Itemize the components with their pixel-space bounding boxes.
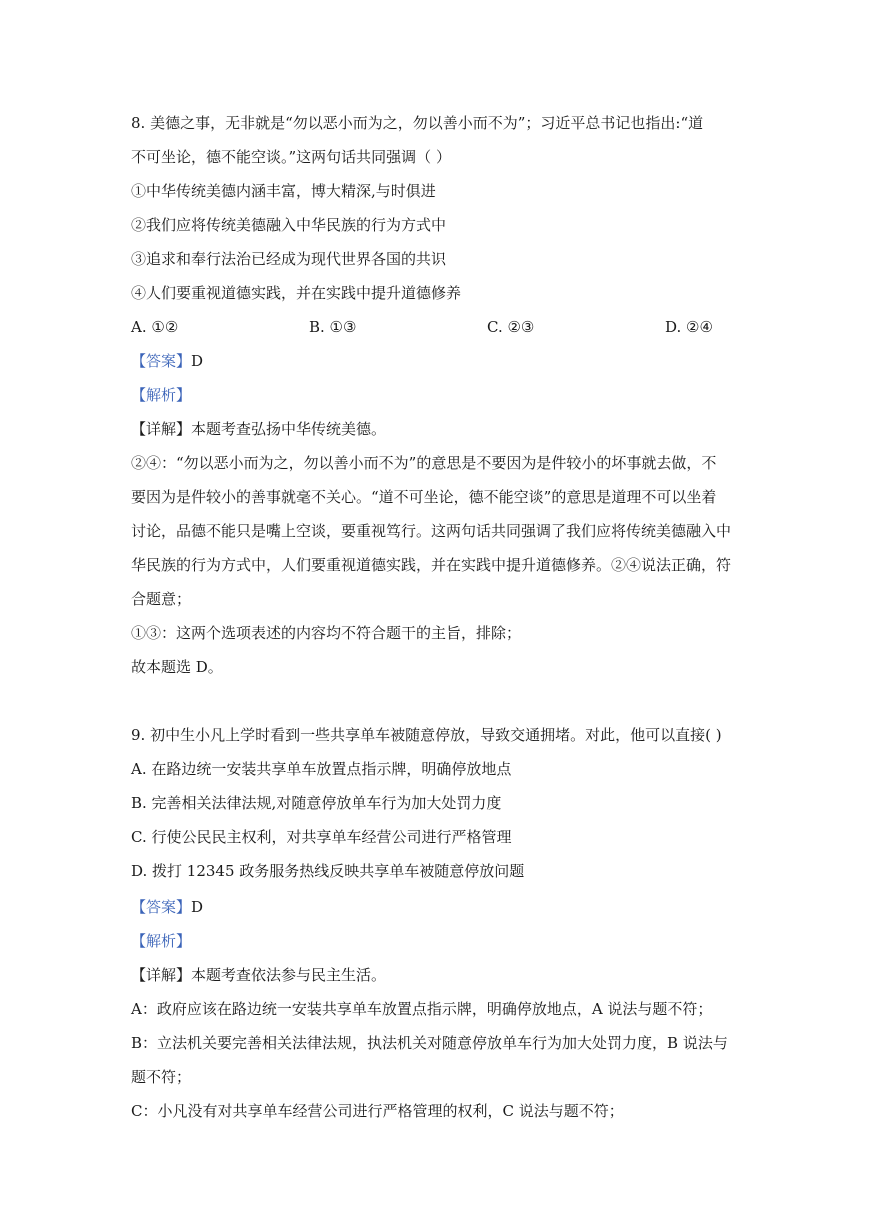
q8-explanation-1: ②④：“勿以恶小而为之，勿以善小而不为”的意思是不要因为是件较小的坏事就去做，不 [131,454,717,472]
q9-answer-tag: 【答案】 [131,898,192,916]
q8-statement-3: ③追求和奉行法治已经成为现代世界各国的共识 [131,250,447,268]
q8-analysis-tag: 【解析】 [131,386,192,404]
q8-option-a: A. ①② [131,318,179,336]
q9-explanation-3: 题不符； [131,1068,192,1086]
q8-explanation-2: 要因为是件较小的善事就毫不关心。“道不可坐论，德不能空谈”的意思是道理不可以坐着 [131,488,717,506]
q8-statement-1: ①中华传统美德内涵丰富，博大精深,与时俱进 [131,182,436,200]
q9-explanation-1: A：政府应该在路边统一安装共享单车放置点指示牌，明确停放地点，A 说法与题不符； [131,1000,713,1018]
q8-explanation-6: ①③：这两个选项表述的内容均不符合题干的主旨，排除； [131,624,522,642]
q8-answer [131,351,751,371]
q8-options-row [131,317,751,337]
q8-statement-4: ④人们要重视道德实践，并在实践中提升道德修养 [131,284,462,302]
q9-option-a: A. 在路边统一安装共享单车放置点指示牌，明确停放地点 [131,760,512,778]
q9-option-d: D. 拨打 12345 政务服务热线反映共享单车被随意停放问题 [131,862,525,880]
q9-option-b: B. 完善相关法律法规,对随意停放单车行为加大处罚力度 [131,794,502,812]
q9-explanation-4: C：小凡没有对共享单车经营公司进行严格管理的权利，C 说法与题不符； [131,1102,624,1120]
q8-explanation-4: 华民族的行为方式中，人们要重视道德实践，并在实践中提升道德修养。②④说法正确，符 [131,556,732,574]
q8-explanation-5: 合题意； [131,590,192,608]
q8-option-c: C. ②③ [487,318,535,336]
q9-analysis-tag: 【解析】 [131,932,192,950]
q9-answer-value: D [191,898,204,916]
q8-option-b: B. ①③ [309,318,357,336]
q9-stem: 9. 初中生小凡上学时看到一些共享单车被随意停放，导致交通拥堵。对此，他可以直接( ) [131,726,722,744]
q8-stem-line-2: 不可坐论，德不能空谈。”这两句话共同强调（ ） [131,148,451,166]
q8-detail: 【详解】本题考查弘扬中华传统美德。 [131,420,387,438]
q9-option-c: C. 行使公民民主权利，对共享单车经营公司进行严格管理 [131,828,512,846]
q8-answer-tag: 【答案】 [131,352,192,370]
q9-explanation-2: B：立法机关要完善相关法律法规，执法机关对随意停放单车行为加大处罚力度，B 说法与 [131,1034,728,1052]
q8-explanation-7: 故本题选 D。 [131,658,223,676]
q8-option-d: D. ②④ [665,318,713,336]
q8-stem-line-1: 8. 美德之事，无非就是“勿以恶小而为之，勿以善小而不为”；习近平总书记也指出:“道 [131,114,704,132]
q8-explanation-3: 讨论，品德不能只是嘴上空谈，要重视笃行。这两句话共同强调了我们应将传统美德融入中 [131,522,732,540]
q9-answer [131,897,751,917]
q8-statement-2: ②我们应将传统美德融入中华民族的行为方式中 [131,216,447,234]
q8-answer-value: D [191,352,204,370]
q9-detail: 【详解】本题考查依法参与民主生活。 [131,966,387,984]
